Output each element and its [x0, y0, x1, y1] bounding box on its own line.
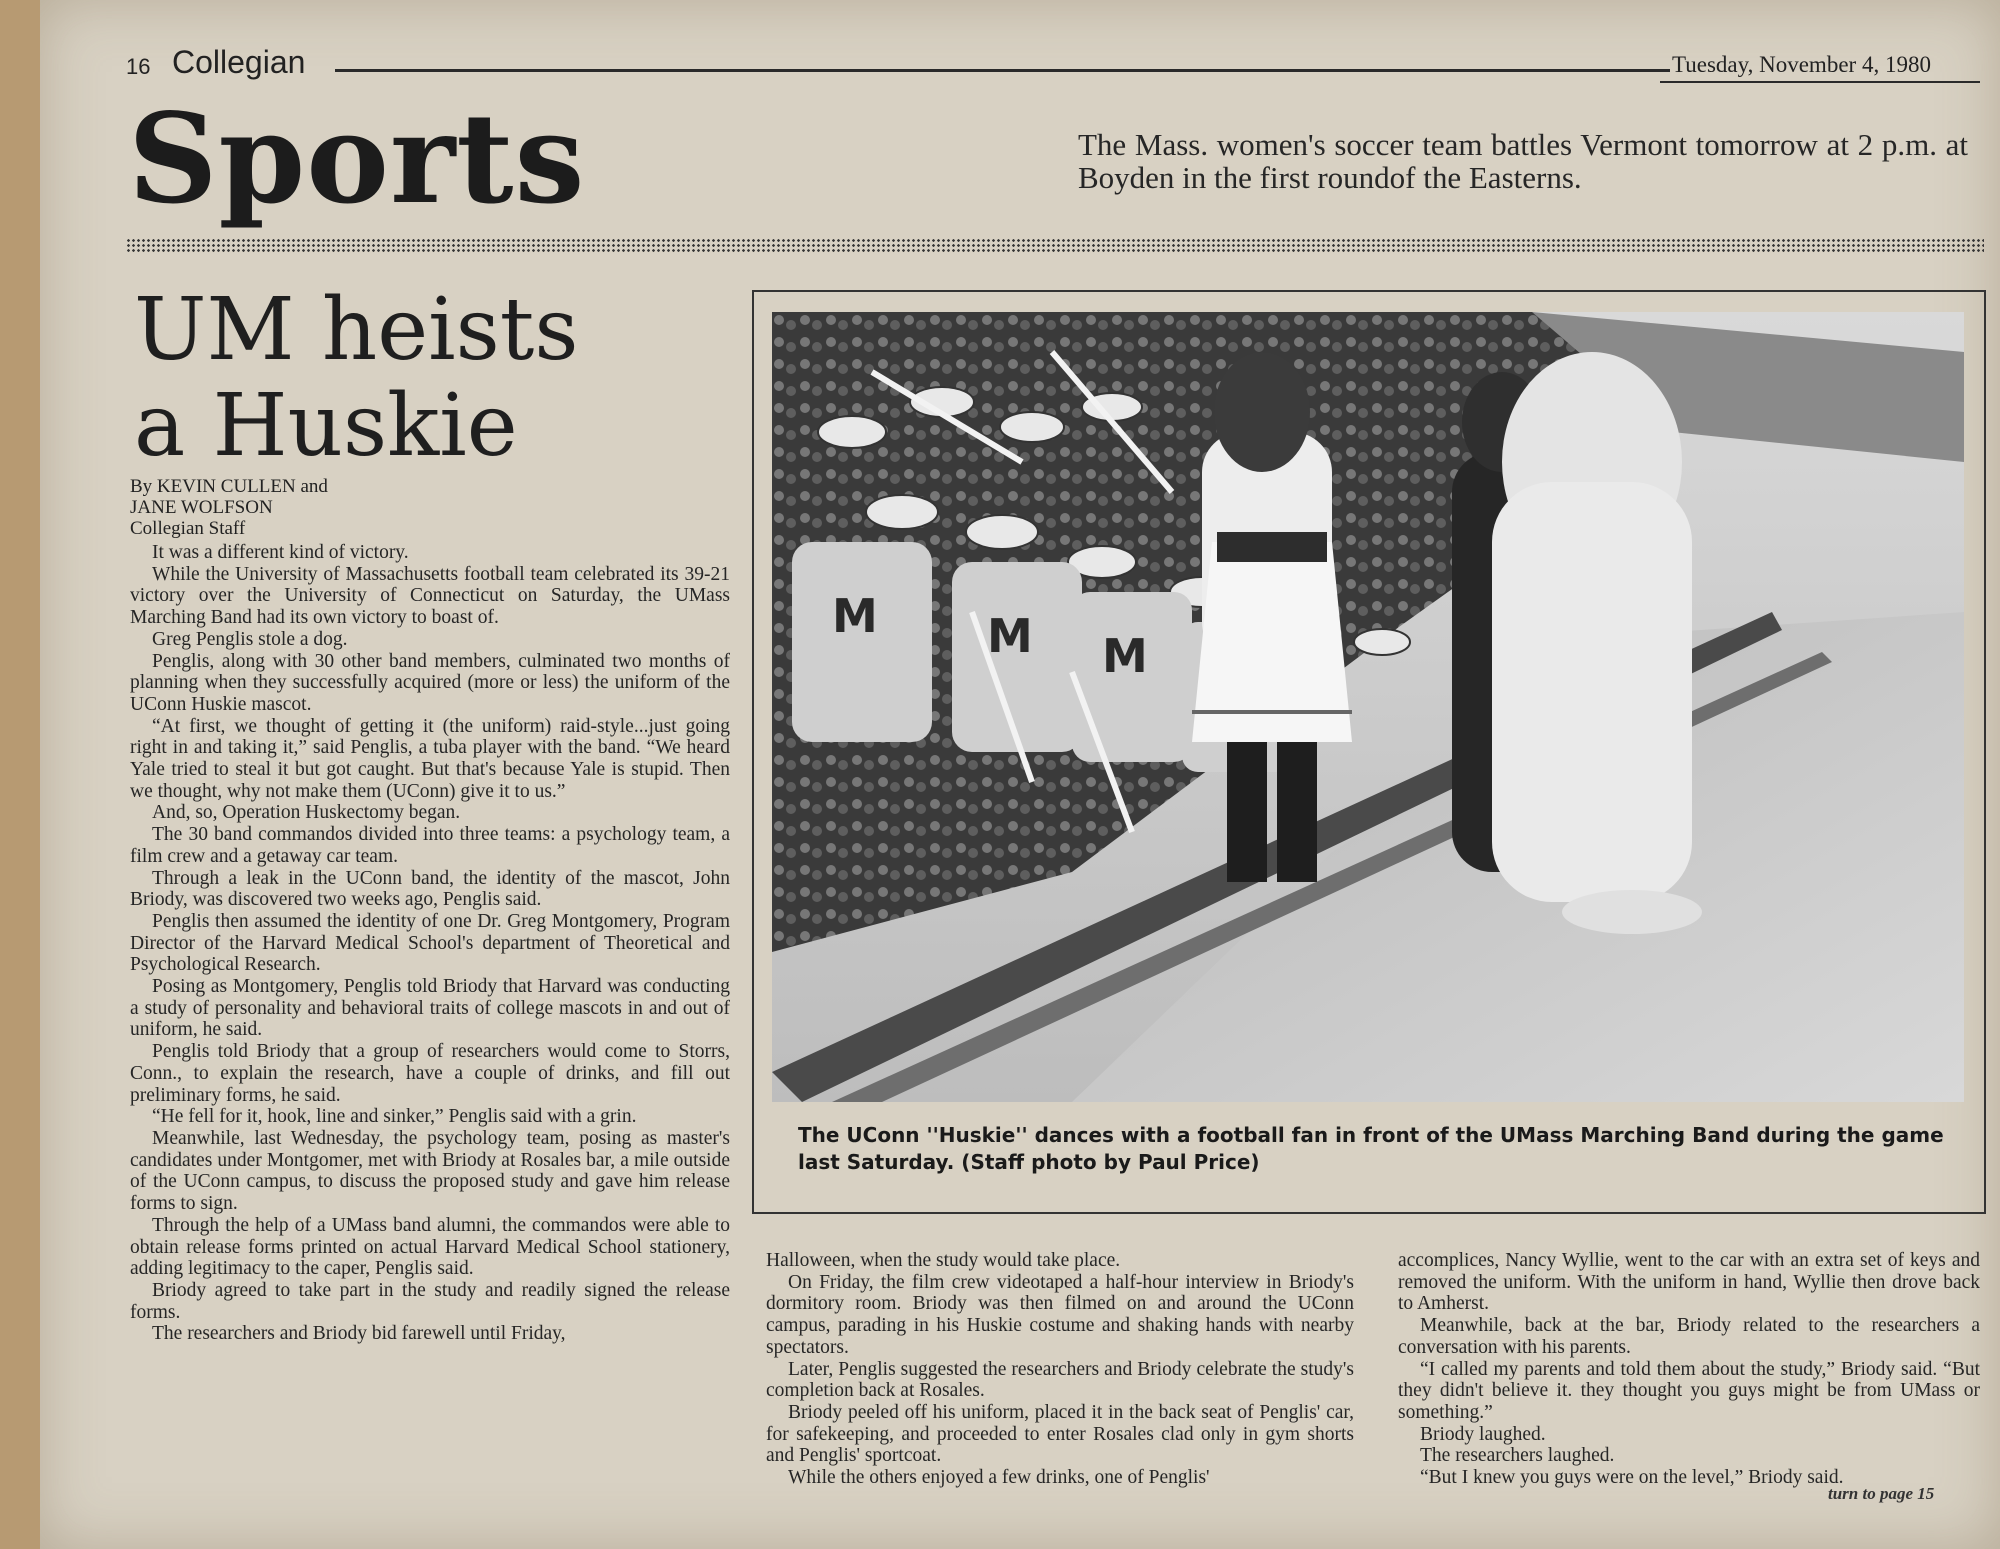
- photo-caption: The UConn ''Huskie'' dances with a football fan in front of the UMass Marching Band during the game last Saturday. (Staff photo by Paul Price): [798, 1123, 1944, 1174]
- section-teaser: The Mass. women's soccer team battles Vermont tomorrow at 2 p.m. at Boyden in the first roundof the Easterns.: [1078, 127, 1968, 195]
- jump-line: turn to page 15: [1828, 1484, 1935, 1503]
- paragraph: “He fell for it, hook, line and sinker,” Penglis said with a grin.: [152, 1106, 637, 1128]
- byline-staff: Collegian Staff: [130, 518, 246, 539]
- paragraph: It was a different kind of victory.: [152, 542, 409, 563]
- paragraph: Penglis then assumed the identity of one Dr. Greg Montgomery, Program Director of the Harvard Medical School's department of Theoretical and Psychological Research.: [130, 910, 730, 976]
- paragraph: Meanwhile, last Wednesday, the psychology team, posing as master's candidates under Montgomer, met with Briody at Rosales bar, a mile outside of the UConn campus, to discuss the proposed study and gave him release forms to sign.: [130, 1127, 730, 1215]
- paragraph: Penglis told Briody that a group of researchers would come to Storrs, Conn., to explain the research, have a couple of drinks, and fill out preliminary forms, he said.: [130, 1041, 730, 1106]
- paragraph: Posing as Montgomery, Penglis told Briody that Harvard was conducting a study of personality and behavioral traits of college mascots in and out of uniform, he said.: [130, 976, 730, 1041]
- paragraph: Halloween, when the study would take place.: [766, 1250, 1121, 1271]
- paragraph: And, so, Operation Huskectomy began.: [152, 802, 461, 824]
- paragraph: Penglis, along with 30 other band members, culminated two months of planning when they successfully acquired (more or less) the uniform of the UConn Huskie mascot.: [130, 650, 730, 715]
- paragraph: “But I knew you guys were on the level,” Briody said.: [1420, 1467, 1844, 1489]
- date-rule: [1660, 81, 1980, 83]
- article-column-1: [130, 542, 730, 1345]
- svg-text:M: M: [987, 609, 1033, 663]
- paragraph: accomplices, Nancy Wyllie, went to the car with an extra set of keys and removed the uniform. With the uniform in hand, Wyllie then drove back to Amherst.: [1398, 1250, 1980, 1315]
- page-number: 16: [126, 54, 151, 79]
- photo-illustration: [772, 312, 1964, 1102]
- paragraph: The researchers and Briody bid farewell until Friday,: [152, 1323, 566, 1345]
- headline-line-1: UM heists: [134, 280, 579, 380]
- band-photo: [772, 312, 1964, 1102]
- masthead-rule: [335, 69, 1670, 72]
- paragraph: The 30 band commandos divided into three teams: a psychology team, a film crew and a getaway car team.: [130, 824, 730, 867]
- paragraph: While the University of Massachusetts football team celebrated its 39-21 victory over the University of Connecticut on Saturday, the UMass Marching Band had its own victory to boast of.: [130, 563, 730, 629]
- article-column-3: [1398, 1250, 1980, 1489]
- paragraph: Briody agreed to take part in the study and readily signed the release forms.: [130, 1279, 730, 1323]
- paragraph: Meanwhile, back at the bar, Briody related to the researchers a conversation with his parents.: [1398, 1315, 1980, 1358]
- paragraph: Briody peeled off his uniform, placed it in the back seat of Penglis' car, for safekeeping, and proceeded to enter Rosales clad only in gym shorts and Penglis' sportcoat.: [766, 1401, 1354, 1467]
- svg-text:M: M: [832, 589, 878, 643]
- paragraph: Through a leak in the UConn band, the identity of the mascot, John Briody, was discovered two weeks ago, Penglis said.: [130, 867, 730, 911]
- paragraph: “At first, we thought of getting it (the uniform) raid-style...just going right in and taking it,” said Penglis, a tuba player with the band. “We heard Yale tried to steal it but got caught. But that's because Yale is stupid. Then we thought, why not make them (UConn) give it to us.”: [130, 715, 730, 802]
- section-title: Sports: [128, 87, 586, 232]
- paragraph: “I called my parents and told them about the study,” Briody said. “But they didn't believe it. they thought you guys might be from UMass or something.”: [1398, 1358, 1980, 1423]
- section-divider: [126, 238, 1984, 252]
- paragraph: Later, Penglis suggested the researchers and Briody celebrate the study's completion back at Rosales.: [766, 1358, 1354, 1402]
- paragraph: Greg Penglis stole a dog.: [152, 628, 348, 650]
- paragraph: Through the help of a UMass band alumni, the commandos were able to obtain release forms printed on actual Harvard Medical School stationery, adding legitimacy to the caper, Penglis said.: [130, 1214, 730, 1280]
- paragraph: While the others enjoyed a few drinks, one of Penglis': [788, 1467, 1210, 1489]
- paper-name: Collegian: [172, 44, 306, 80]
- paragraph: The researchers laughed.: [1420, 1445, 1615, 1467]
- paragraph: On Friday, the film crew videotaped a half-hour interview in Briody's dormitory room. Briody was then filmed on and around the UConn campus, parading in his Huskie costume and shaking hands with nearby spectators.: [766, 1271, 1354, 1358]
- byline-authors-1: By KEVIN CULLEN and: [130, 476, 328, 497]
- issue-date: Tuesday, November 4, 1980: [1672, 52, 1931, 77]
- article-column-2: [766, 1250, 1354, 1489]
- paragraph: Briody laughed.: [1420, 1423, 1546, 1445]
- headline-line-2: a Huskie: [134, 376, 518, 476]
- svg-text:M: M: [1102, 629, 1148, 683]
- byline-authors-2: JANE WOLFSON: [130, 497, 273, 518]
